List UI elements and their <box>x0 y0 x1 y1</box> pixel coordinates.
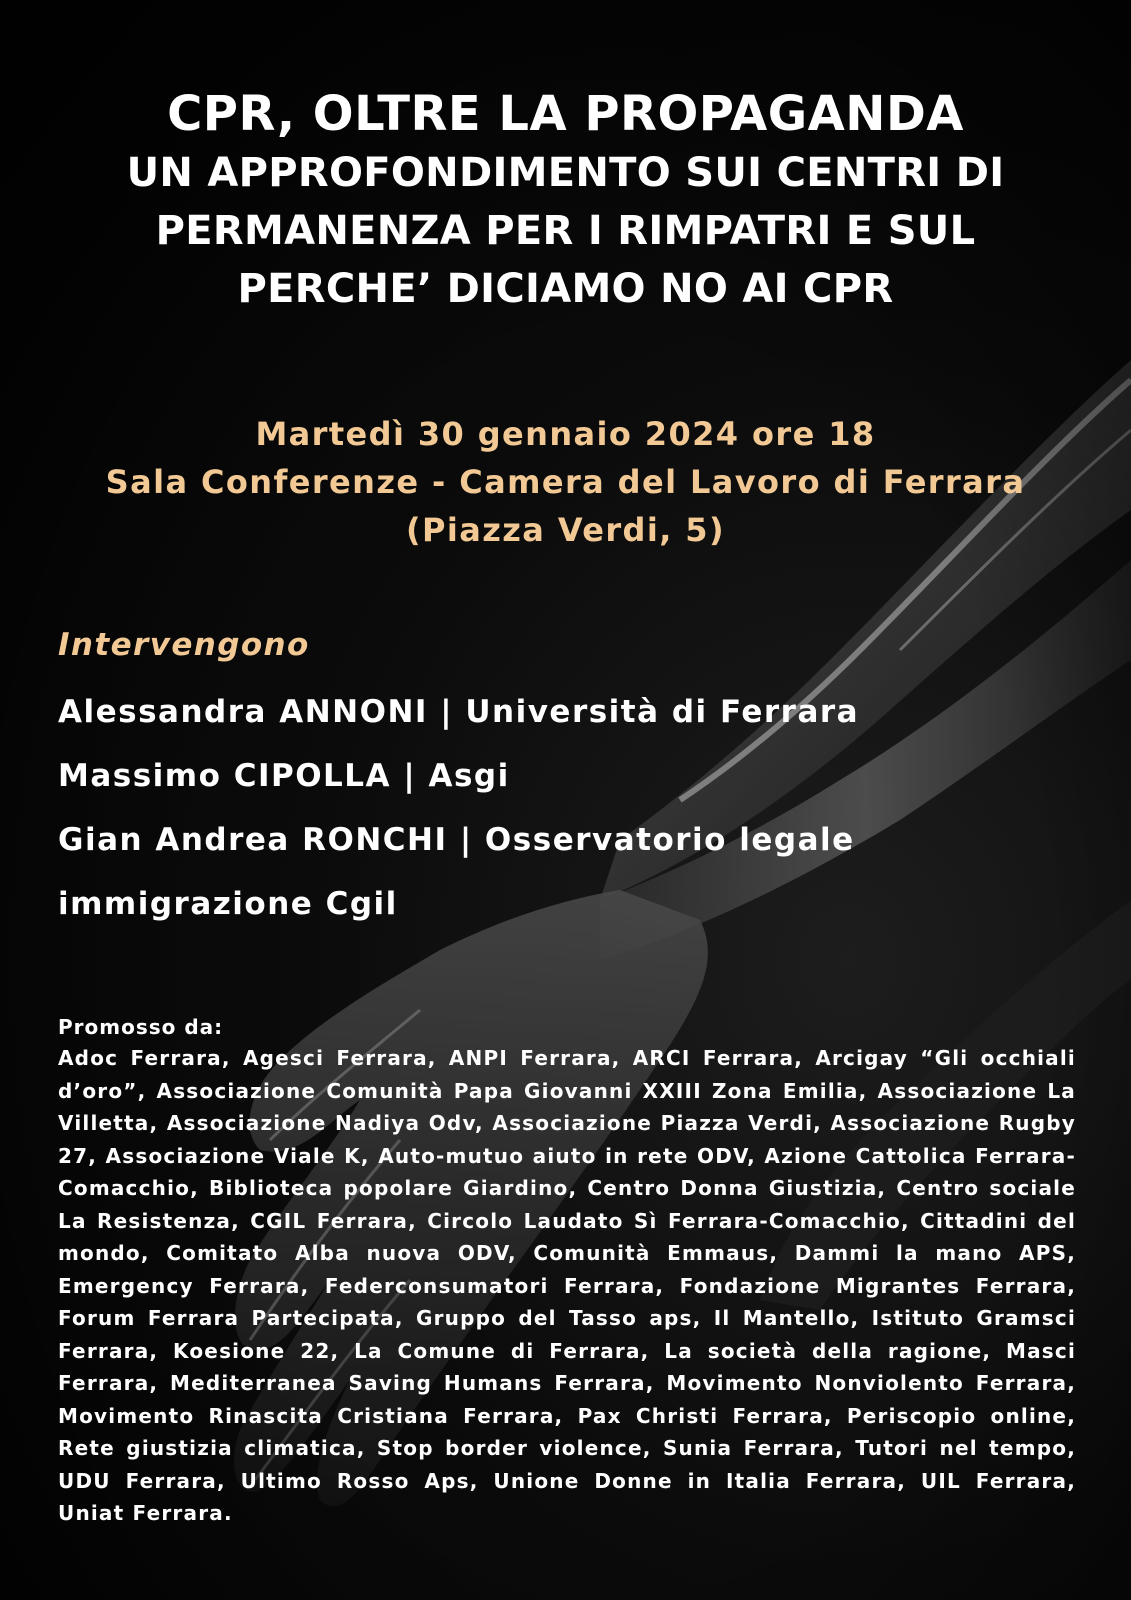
title-block <box>40 84 1091 318</box>
promoters-section <box>58 1012 1076 1530</box>
title-main: CPR, OLTRE LA PROPAGANDA <box>167 86 964 142</box>
title-sub-line: PERCHE’ DICIAMO NO AI CPR <box>237 266 894 312</box>
speakers-heading: Intervengono <box>58 627 310 663</box>
event-date-time: Martedì 30 gennaio 2024 ore 18 <box>255 415 876 453</box>
speaker-line: immigrazione Cgil <box>58 886 398 922</box>
speaker-line: Gian Andrea RONCHI | Osservatorio legale <box>58 822 855 858</box>
promoters-heading: Promosso da: <box>58 1015 224 1039</box>
event-details <box>40 410 1091 554</box>
speaker-line: Massimo CIPOLLA | Asgi <box>58 758 510 794</box>
speaker-line: Alessandra ANNONI | Università di Ferrara <box>58 694 860 730</box>
title-sub-line: PERMANENZA PER I RIMPATRI E SUL <box>155 208 976 254</box>
title-sub-line: UN APPROFONDIMENTO SUI CENTRI DI <box>126 150 1005 196</box>
event-address: (Piazza Verdi, 5) <box>406 511 725 549</box>
speakers-section <box>58 620 1068 936</box>
event-venue: Sala Conferenze - Camera del Lavoro di Ferrara <box>105 463 1026 501</box>
promoters-list: Adoc Ferrara, Agesci Ferrara, ANPI Ferrara, ARCI Ferrara, Arcigay “Gli occhiali d’oro”, Associazione Comunità Papa Giovanni XXIII Zona Emilia, Associazione La Villetta, Associazione Nadiya Odv, Associazione Piazza Verdi, Associazione Rugby 27, Associazione Viale K, Auto-mutuo aiuto in rete ODV, Azione Cattolica Ferrara-Comacchio, Biblioteca popolare Giardino, Centro Donna Giustizia, Centro sociale La Resistenza, CGIL Ferrara, Circolo Laudato Sì Ferrara-Comacchio, Cittadini del mondo, Comitato Alba nuova ODV, Comunità Emmaus, Dammi la mano APS, Emergency Ferrara, Federconsumatori Ferrara, Fondazione Migrantes Ferrara, Forum Ferrara Partecipata, Gruppo del Tasso aps, Il Mantello, Istituto Gramsci Ferrara, Koesione 22, La Comune di Ferrara, La società della ragione, Masci Ferrara, Mediterranea Saving Humans Ferrara, Movimento Nonviolento Ferrara, Movimento Rinascita Cristiana Ferrara, Pax Christi Ferrara, Periscopio online, Rete giustizia climatica, Stop border violence, Sunia Ferrara, Tutori nel tempo, UDU Ferrara, Ultimo Rosso Aps, Unione Donne in Italia Ferrara, UIL Ferrara, Uniat Ferrara. <box>58 1046 1076 1525</box>
